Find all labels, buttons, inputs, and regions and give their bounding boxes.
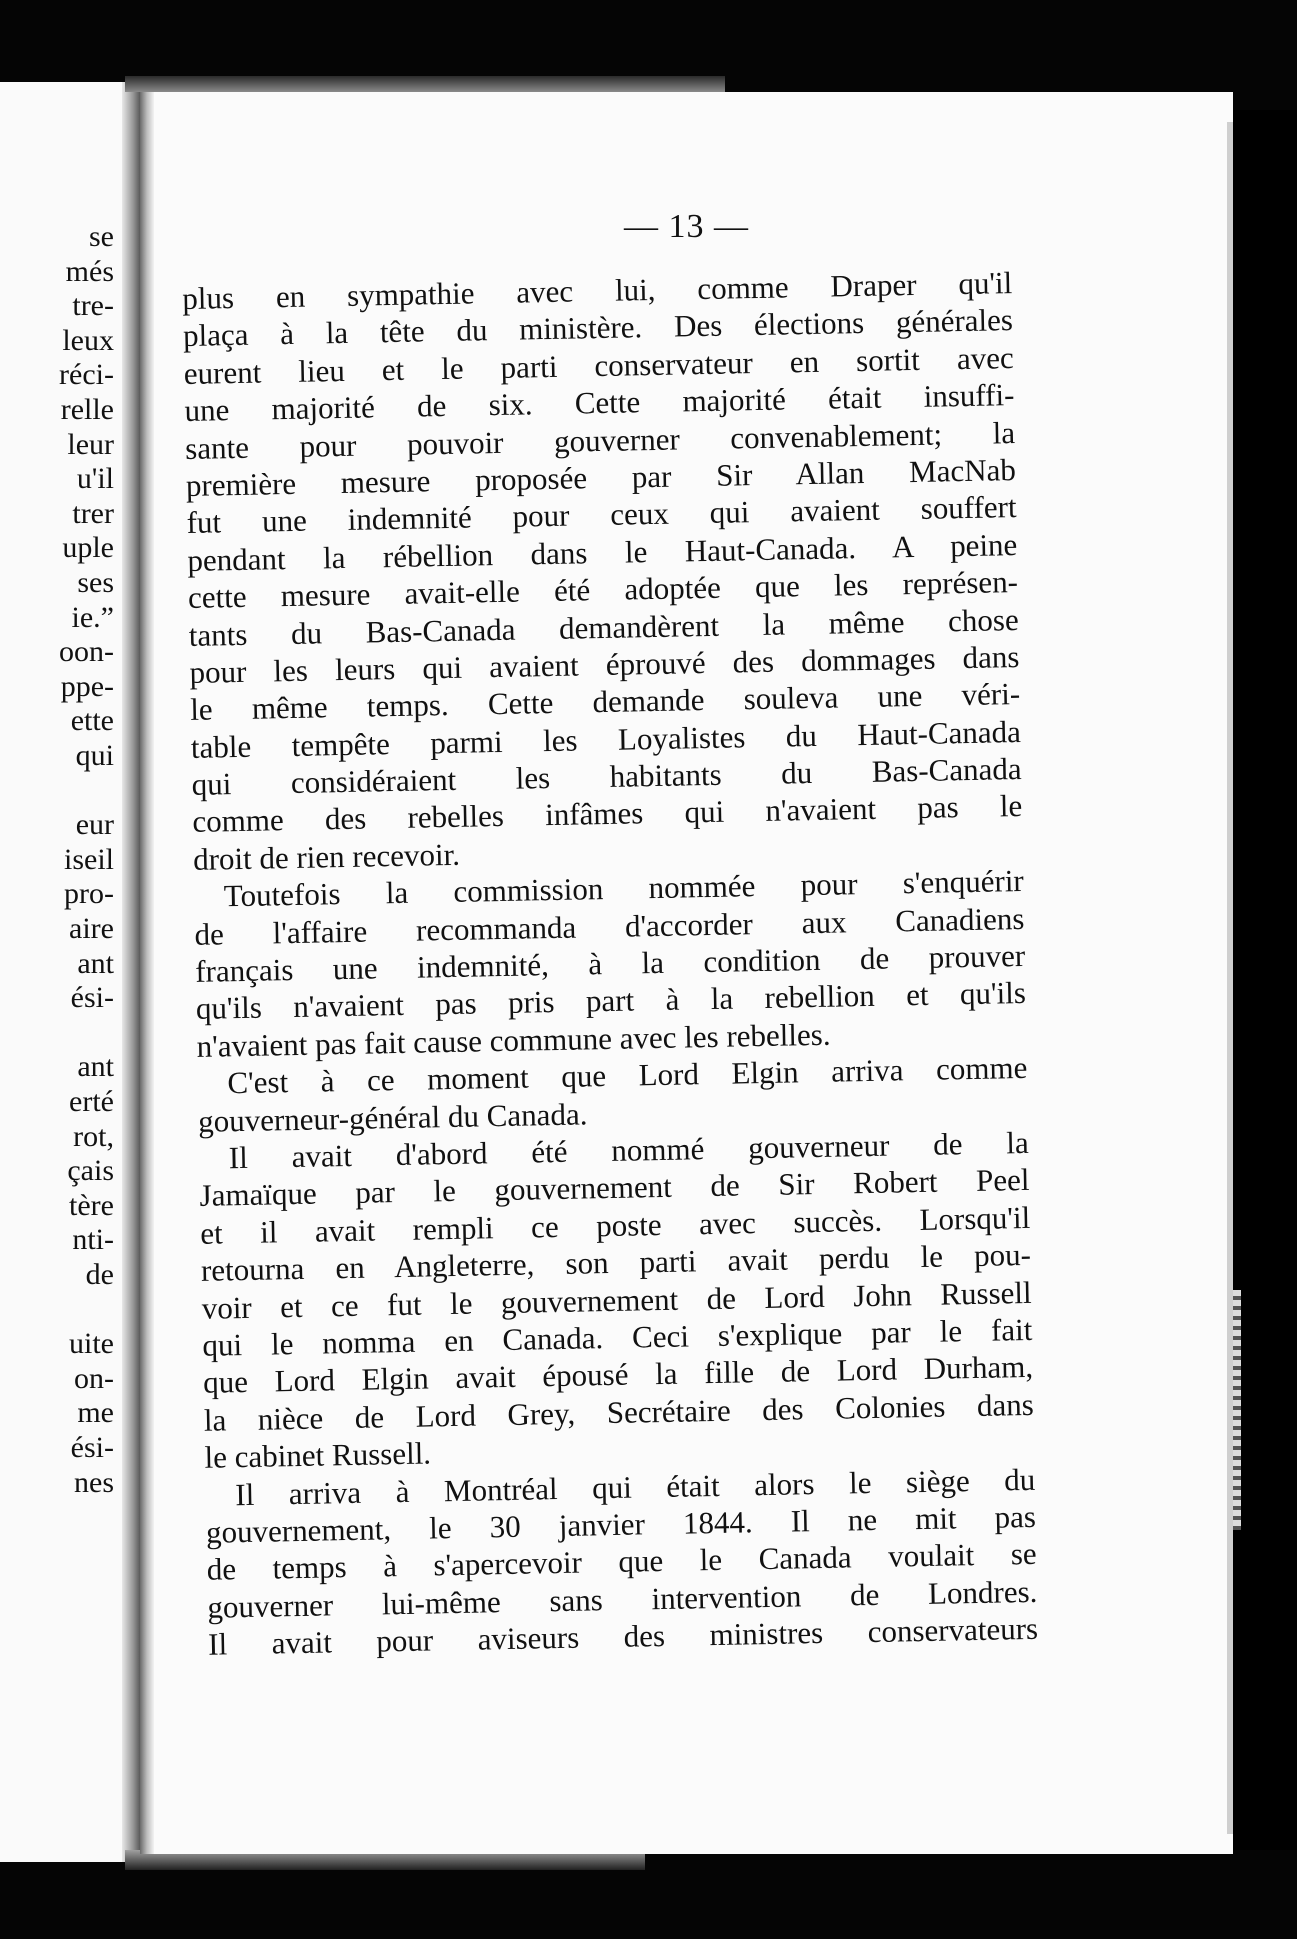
text-line: et il avait rempli ce poste avec succès. Lorsqu'il (199, 1199, 1031, 1251)
left-gutter-shadow (122, 82, 140, 1862)
previous-page-fragment: se (89, 220, 114, 253)
previous-page-fragment: trer (72, 496, 114, 530)
text-line: gouverner lui-même sans intervention de Londres. (207, 1573, 1038, 1625)
text-line: le cabinet Russell. (204, 1435, 432, 1475)
previous-page-fragment: tre- (72, 289, 114, 323)
text-line: de l'affaire recommanda d'accorder aux Canadiens (194, 900, 1025, 952)
previous-page-fragment: leux (62, 323, 114, 357)
text-line: Il arriva à Montréal qui était alors le siège du (234, 1461, 1036, 1512)
previous-page-fragment: aire (69, 912, 114, 945)
text-line: eurent lieu et le parti conservateur en sortit avec (183, 339, 1014, 391)
text-line: cette mesure avait-elle été adoptée que les représen- (187, 564, 1019, 616)
previous-page-fragment: çais (67, 1154, 114, 1188)
previous-page-edge (0, 82, 140, 1862)
text-line: voir et ce fut le gouvernement de Lord John Russell (201, 1274, 1032, 1326)
previous-page-fragment: iseil (64, 842, 114, 876)
text-line: comme des rebelles infâmes qui n'avaient pas le (192, 788, 1023, 840)
text-line: n'avaient pas fait cause commune avec les rebelles. (196, 1016, 831, 1064)
text-line: une majorité de six. Cette majorité était insuffi- (184, 377, 1015, 429)
previous-page-fragment: ppe- (60, 669, 114, 703)
previous-page-fragment: tère (69, 1188, 114, 1222)
text-line: plaça à la tête du ministère. Des élections générales (182, 302, 1014, 354)
previous-page-fragment: erté (69, 1085, 114, 1118)
previous-page-fragment: réci- (59, 358, 114, 392)
previous-page-fragment: ant (77, 946, 114, 980)
previous-page-fragment: uite (69, 1327, 114, 1361)
previous-page-fragment: leur (67, 427, 114, 461)
page-number: — 13 — (624, 208, 749, 245)
text-line: première mesure proposée par Sir Allan MacNab (185, 451, 1017, 503)
text-line: gouverneur-général du Canada. (197, 1095, 588, 1139)
previous-page-fragment: eur (75, 808, 114, 842)
text-line: retourna en Angleterre, son parti avait perdu le pou- (200, 1237, 1032, 1288)
text-line: que Lord Elgin avait épousé la fille de Lord Durham, (202, 1349, 1034, 1401)
text-line: qu'ils n'avaient pas pris part à la rebellion et qu'ils (195, 975, 1027, 1027)
text-line: pendant la rébellion dans le Haut-Canada. A peine (187, 526, 1018, 578)
text-line: fut une indemnité pour ceux qui avaient souffert (186, 489, 1017, 541)
previous-page-fragment: de (85, 1258, 114, 1291)
text-line: C'est à ce moment que Lord Elgin arriva comme (227, 1050, 1028, 1101)
text-line: pour les leurs qui avaient éprouvé des dommages dans (189, 638, 1020, 690)
previous-page-fragment: me (77, 1396, 114, 1430)
previous-page-fragment: ette (70, 704, 114, 738)
text-line: français une indemnité, à la condition de prouver (194, 937, 1026, 989)
top-binding-edge (125, 76, 725, 92)
text-line: Toutefois la commission nommée pour s'enquérir (223, 863, 1025, 914)
previous-page-fragment: més (65, 254, 114, 288)
previous-page-fragment: ses (77, 566, 114, 599)
text-line: table tempête parmi les Loyalistes du Haut-Canada (190, 713, 1022, 765)
previous-page-fragment: nes (74, 1465, 114, 1499)
previous-page-fragment: rot, (73, 1119, 114, 1153)
text-line: qui considéraient les habitants du Bas-Canada (191, 751, 1022, 802)
right-background-scrap (1233, 110, 1297, 1850)
previous-page-fragment: ési- (70, 981, 114, 1015)
previous-page-fragment: qui (75, 739, 114, 772)
text-line: tants du Bas-Canada demandèrent la même chose (188, 601, 1019, 653)
previous-page-fragment: ant (77, 1050, 114, 1084)
text-line: de temps à s'apercevoir que le Canada voulait se (206, 1536, 1037, 1588)
previous-page-fragment: relle (60, 393, 114, 426)
page-spine-shadow (140, 92, 154, 1854)
text-line: Jamaïque par le gouvernement de Sir Robert Peel (199, 1162, 1030, 1214)
text-line: la nièce de Lord Grey, Secrétaire des Colonies dans (203, 1386, 1035, 1438)
page-body-text (182, 264, 1038, 1663)
previous-page-fragment: oon- (59, 635, 114, 669)
text-line: le même temps. Cette demande souleva une véri- (189, 676, 1021, 728)
text-line: Il avait pour aviseurs des ministres conservateurs (207, 1610, 1039, 1662)
previous-page-fragment: on- (74, 1361, 114, 1395)
previous-page-fragment: u'il (76, 462, 114, 496)
text-line: droit de rien recevoir. (192, 836, 461, 877)
text-line: qui le nomma en Canada. Ceci s'explique par le fait (202, 1311, 1033, 1363)
text-line: gouvernement, le 30 janvier 1844. Il ne mit pas (205, 1498, 1037, 1550)
text-line: sante pour pouvoir gouverner convenablement; la (184, 414, 1016, 466)
next-page-edge-mark (1233, 1290, 1241, 1530)
previous-page-fragment: nti- (72, 1223, 114, 1257)
book-page (140, 92, 1233, 1854)
previous-page-fragment: ie.” (71, 600, 114, 634)
text-line: Il avait d'abord été nommé gouverneur de la (228, 1124, 1030, 1176)
previous-page-fragment: pro- (64, 877, 114, 911)
previous-page-fragment: ési- (70, 1431, 114, 1464)
text-line: plus en sympathie avec lui, comme Draper qu'il (182, 265, 1013, 316)
previous-page-fragment: uple (62, 531, 114, 565)
